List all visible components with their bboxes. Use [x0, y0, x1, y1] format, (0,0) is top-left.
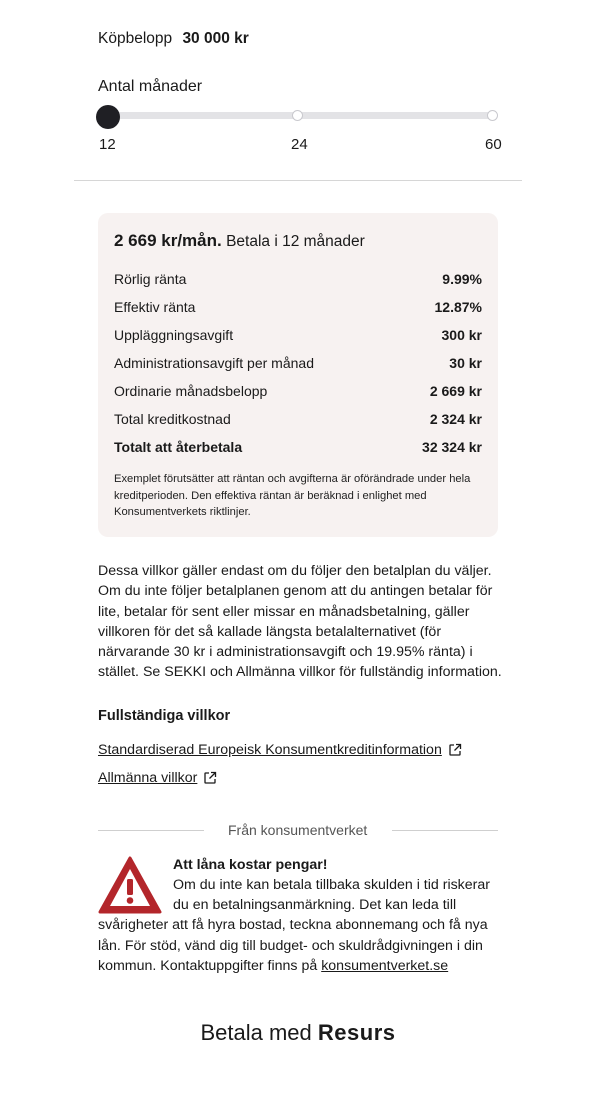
- row-label: Total kreditkostnad: [114, 411, 231, 427]
- summary-row: [114, 383, 482, 399]
- purchase-label: Köpbelopp: [98, 30, 173, 47]
- slider-thumb[interactable]: [96, 105, 120, 129]
- row-label: Administrationsavgift per månad: [114, 355, 314, 371]
- tick-24: 24: [291, 136, 308, 153]
- full-terms-title: Fullständiga villkor: [98, 708, 231, 724]
- row-label: Effektiv ränta: [114, 299, 196, 315]
- months-label: Antal månader: [98, 78, 203, 95]
- konsumentverket-link[interactable]: konsumentverket.se: [321, 958, 449, 974]
- footer-brand: [0, 1020, 596, 1046]
- row-label: Uppläggningsavgift: [114, 327, 234, 343]
- row-value: 2 324 kr: [429, 411, 482, 427]
- row-label: Ordinarie månadsbelopp: [114, 383, 268, 399]
- general-terms-link[interactable]: [98, 770, 217, 786]
- summary-row: [114, 271, 482, 287]
- general-terms-link-label: Allmänna villkor: [98, 770, 198, 786]
- monthly-amount: 2 669 kr/mån.: [114, 231, 222, 250]
- resurs-logo: Resurs: [317, 1020, 396, 1045]
- row-value: 30 kr: [449, 355, 482, 371]
- row-label: Rörlig ränta: [114, 271, 187, 287]
- section-divider: [74, 180, 522, 181]
- payment-summary-card: [98, 213, 498, 537]
- tick-60: 60: [485, 136, 502, 153]
- warning-text: [98, 915, 498, 977]
- warning-text-line: Om du inte kan betala tillbaka skulden i tid riskerar: [173, 877, 491, 893]
- row-value: 300 kr: [441, 327, 482, 343]
- row-value: 2 669 kr: [429, 383, 482, 399]
- divider-right: [392, 830, 498, 831]
- external-link-icon: [448, 743, 462, 757]
- divider-left: [98, 830, 204, 831]
- payment-period: Betala i 12 månader: [226, 233, 365, 250]
- row-value: 9.99%: [442, 271, 482, 287]
- summary-note: Exemplet förutsätter att räntan och avgifterna är oförändrade under hela kreditperioden. Den effektiva räntan är beräknad i enlighet med Konsumentverkets riktlinjer.: [114, 473, 471, 518]
- summary-row: [114, 355, 482, 371]
- footer-prefix: Betala med: [200, 1020, 312, 1045]
- row-label: Totalt att återbetala: [114, 439, 243, 455]
- summary-total-row: [114, 439, 482, 455]
- sekki-link[interactable]: [98, 742, 462, 758]
- warning-text-rest: svårigheter att få hyra bostad, teckna abonnemang och få nya lån. För stöd, vänd dig till budget- och skuldrådgivningen i din kommun. Kontaktuppgifter finns på: [98, 917, 488, 974]
- warning-text-line: du en betalningsanmärkning. Det kan leda till: [173, 897, 457, 913]
- terms-paragraph: Dessa villkor gäller endast om du följer den betalplan du väljer. Om du inte följer betalplanen genom att du antingen betalar för lite, betalar för sent eller missar en månadsbetalning, gäller villkoren för det så kallade längsta betalalternativet (för närvarande 30 kr i administrationsavgift och 19.95% ränta) i stället. Se SEKKI och Allmänna villkor för fullständig information.: [98, 563, 502, 681]
- row-value: 32 324 kr: [422, 439, 482, 455]
- summary-heading: [114, 231, 365, 251]
- slider-stop-60[interactable]: [487, 110, 498, 121]
- summary-row: [114, 411, 482, 427]
- sekki-link-label: Standardiserad Europeisk Konsumentkreditinformation: [98, 742, 442, 758]
- summary-row: [114, 327, 482, 343]
- summary-row: [114, 299, 482, 315]
- purchase-amount: [98, 30, 249, 48]
- row-value: 12.87%: [434, 299, 482, 315]
- warning-triangle-icon: [97, 855, 163, 915]
- tick-12: 12: [99, 136, 116, 153]
- external-link-icon: [203, 771, 217, 785]
- purchase-value: 30 000 kr: [182, 30, 249, 47]
- months-slider[interactable]: [108, 111, 492, 121]
- slider-stop-24[interactable]: [292, 110, 303, 121]
- warning-title: Att låna kostar pengar!: [173, 857, 328, 873]
- consumer-agency-label: Från konsumentverket: [228, 822, 368, 838]
